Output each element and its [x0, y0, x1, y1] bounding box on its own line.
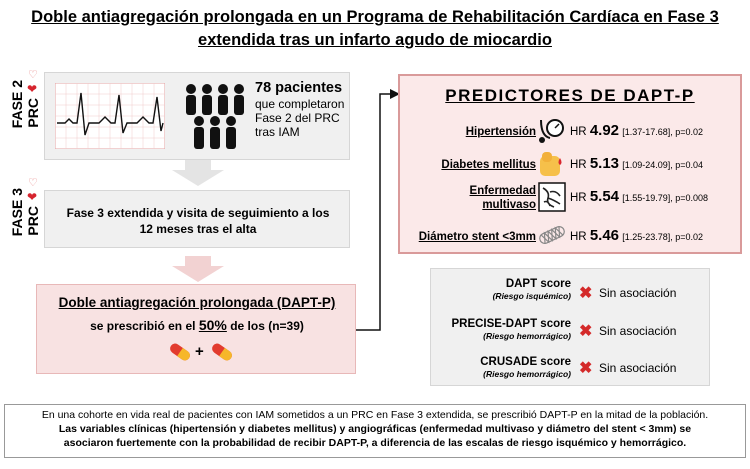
patients-line-4: tras IAM: [255, 125, 300, 139]
heart-outline-icon: ♡: [28, 69, 38, 81]
phase2-label-top: FASE 2: [9, 80, 25, 129]
score-name: PRECISE-DAPT score: [451, 318, 571, 330]
x-mark-icon: ✖: [579, 360, 593, 377]
hr-label: HR: [570, 159, 587, 171]
phase3-line-1: Fase 3 extendida y visita de seguimiento a los: [66, 206, 330, 220]
conclusion-box: [4, 404, 746, 458]
phase3-box: [44, 190, 350, 248]
hr-value: 5.54: [589, 188, 620, 205]
blood-pressure-icon: [538, 116, 566, 144]
score-crusade: [435, 355, 571, 379]
phase2-label-bottom: PRC: [25, 98, 41, 128]
score-result: Sin asociación: [599, 324, 677, 338]
conclusion-line-2: Las variables clínicas (hipertensión y diabetes mellitus) y angiográficas (enfermedad multivaso y diámetro del stent < 3mm) se: [58, 423, 692, 435]
hr-label: HR: [570, 192, 587, 204]
patients-box: [44, 72, 350, 160]
hr-value: 5.13: [589, 155, 620, 172]
finger-drop-icon: [538, 150, 566, 178]
dapt-percent: 50%: [198, 317, 227, 333]
heart-icon: ❤: [27, 82, 38, 96]
connector-arrow: [356, 88, 402, 336]
phase3-label-top: FASE 3: [9, 188, 25, 237]
conclusion-line-3: asociaron fuertemente con la probabilidad de recibir DAPT-P, a diferencia de las escalas de riesgo isquémico y hemorrágico.: [63, 437, 687, 449]
dapt-text-pre: se prescribió en el: [90, 319, 196, 333]
hr-ci: [1.55-19.79], p=0.008: [622, 193, 709, 203]
predictor-hr-diabetes: [570, 155, 703, 172]
arrow-down-icon: [172, 170, 224, 186]
phase3-line-2: 12 meses tras el alta: [139, 222, 257, 236]
hr-value: 4.92: [589, 122, 620, 139]
predictor-hypertension: Hipertensión: [465, 126, 536, 138]
arrow-down-shaft: [185, 256, 211, 266]
score-name: CRUSADE score: [480, 356, 571, 368]
heart-icon: ❤: [27, 190, 38, 204]
ecg-icon: [55, 83, 165, 149]
score-precise-dapt: [435, 317, 571, 341]
predictor-hr-hypertension: [570, 122, 703, 139]
patients-line-3: Fase 2 del PRC: [255, 111, 340, 125]
stent-icon: [536, 222, 568, 248]
patients-count: 78 pacientes: [255, 80, 343, 96]
page-title: [0, 6, 750, 52]
heart-outline-icon: ♡: [28, 177, 38, 189]
dapt-text: [37, 317, 357, 333]
predictor-hr-multivessel: [570, 188, 708, 205]
score-sub: (Riesgo isquémico): [492, 291, 571, 301]
predictors-box: [398, 74, 742, 254]
patients-group-icon: [181, 81, 249, 153]
phase2-label: [8, 69, 42, 168]
plus-sign: +: [195, 343, 204, 360]
predictor-multivessel: [404, 184, 536, 212]
predictor-hr-stent: [570, 227, 703, 244]
score-sub: (Riesgo hemorrágico): [483, 331, 571, 341]
title-line-2: extendida tras un infarto agudo de miocardio: [198, 31, 552, 49]
hr-ci: [1.09-24.09], p=0.04: [622, 160, 704, 170]
predictors-title: PREDICTORES DE DAPT-P: [445, 86, 695, 105]
score-result: Sin asociación: [599, 361, 677, 375]
patients-text: [255, 79, 349, 139]
pill-icon: [167, 341, 193, 363]
hr-label: HR: [570, 231, 587, 243]
pill-icon: [209, 341, 235, 363]
hr-value: 5.46: [589, 227, 620, 244]
angiography-icon: [538, 182, 566, 212]
patients-line-2: que completaron: [255, 97, 345, 111]
hr-ci: [1.37-17.68], p=0.02: [622, 127, 704, 137]
score-dapt: [435, 277, 571, 301]
phase3-label-bottom: PRC: [25, 206, 41, 236]
x-mark-icon: ✖: [579, 285, 593, 302]
arrow-down-icon: [172, 266, 224, 282]
title-line-1: Doble antiagregación prolongada en un Programa de Rehabilitación Cardíaca en Fase 3: [31, 8, 719, 26]
score-result: Sin asociación: [599, 286, 677, 300]
scores-box: [430, 268, 710, 386]
arrow-down-shaft: [185, 160, 211, 170]
hr-ci: [1.25-23.78], p=0.02: [622, 232, 704, 242]
phase3-label: [8, 177, 42, 276]
predictor-stent-diameter: Diámetro stent <3mm: [418, 231, 536, 243]
dapt-text-post: de los (n=39): [230, 319, 304, 333]
dapt-box: [36, 284, 356, 374]
predictor-diabetes: Diabetes mellitus: [441, 159, 536, 171]
hr-label: HR: [570, 126, 587, 138]
predictor-multivessel-line-2: multivaso: [482, 199, 536, 211]
dapt-title: Doble antiagregación prolongada (DAPT-P): [58, 295, 336, 310]
x-mark-icon: ✖: [579, 323, 593, 340]
conclusion-line-1: En una cohorte en vida real de pacientes con IAM sometidos a un PRC en Fase 3 extendida, se prescribió DAPT-P en la mitad de la población.: [41, 409, 709, 421]
score-name: DAPT score: [505, 278, 571, 290]
predictor-multivessel-line-1: Enfermedad: [469, 185, 536, 197]
score-sub: (Riesgo hemorrágico): [483, 369, 571, 379]
